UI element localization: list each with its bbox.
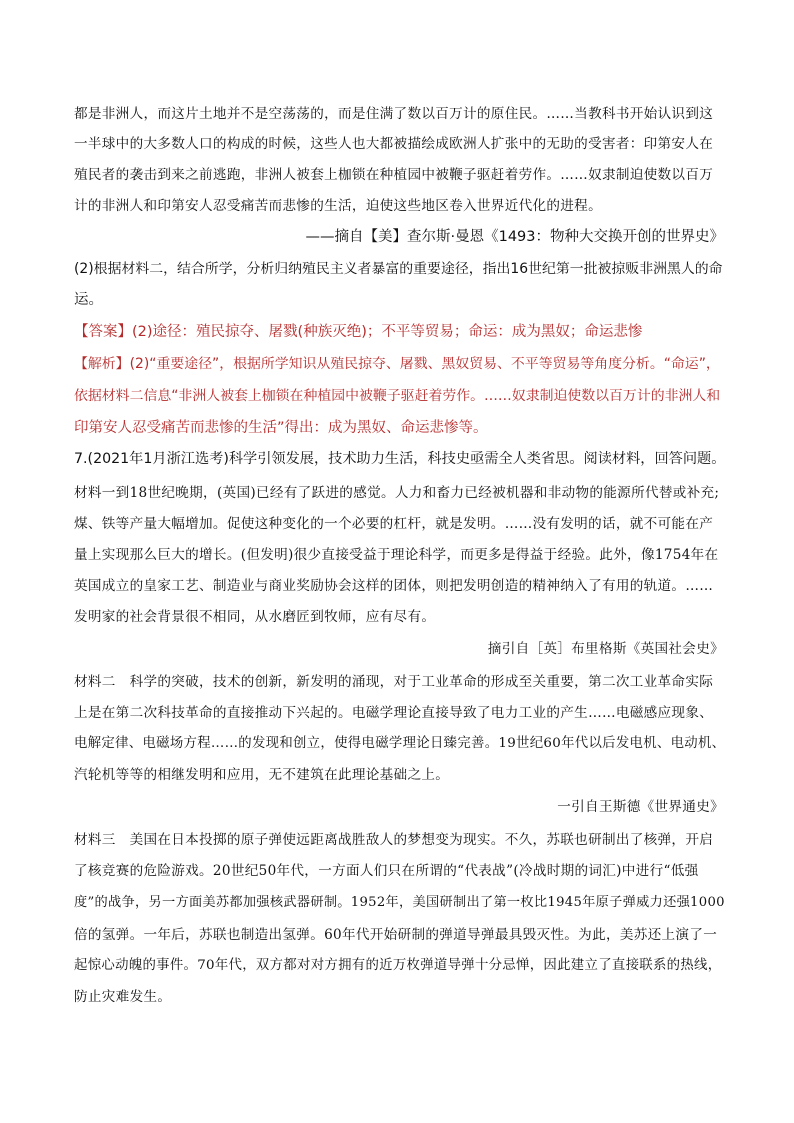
- material-1-line: 一半球中的大多数人口的构成的时候，这些人也大都被描绘成欧洲人扩张中的无助的受害者：印第安人在: [74, 136, 714, 152]
- question-2-line: 运。: [74, 292, 103, 308]
- material-b-line: 汽轮机等等的相继发明和应用，无不建筑在此理论基础之上。: [74, 767, 450, 783]
- answer-tag: 【答案】: [74, 324, 132, 340]
- answer-text: (2)途径：殖民掠夺、屠戮(种族灭绝)；不平等贸易；命运：成为黑奴；命运悲惨: [132, 324, 643, 340]
- material-c-line: 了核竞赛的危险游戏。20世纪50年代，一方面人们只在所谓的“代表战”(冷战时期的词汇)中进行“低强: [74, 863, 699, 879]
- material-b-line: 材料二 科学的突破，技术的创新，新发明的涌现，对于工业革命的形成至关重要，第二次工业革命实际: [74, 674, 714, 690]
- material-a-line: 发明家的社会背景很不相同，从水磨匠到牧师，应有尽有。: [74, 609, 436, 625]
- material-b-line: 电解定律、电磁场方程……的发现和创立，使得电磁学理论日臻完善。19世纪60年代以后发电机、电动机、: [74, 736, 726, 751]
- material-b-line: 上是在第二次科技革命的直接推动下兴起的。电磁学理论直接导致了电力工业的产生……电磁感应现象、: [74, 705, 714, 721]
- material-a-line: 材料一到18世纪晚期，(英国)已经有了跃进的感觉。人力和畜力已经被机器和非动物的能源所代替或补充;: [74, 485, 720, 501]
- analysis-line: 印第安人忍受痛苦而悲惨的生活”得出：成为黑奴、命运悲惨等。: [74, 420, 488, 436]
- analysis-line: 依据材料二信息“非洲人被套上枷锁在种植园中被鞭子驱赶着劳作。……奴隶制迫使数以百万计的非洲人和: [74, 388, 721, 404]
- material-c-line: 起惊心动魄的事件。70年代，双方都对对方拥有的近万枚弹道导弹十分忌惮，因此建立了直接联系的热线，: [74, 958, 722, 973]
- analysis-tag: 【解析】: [74, 356, 130, 372]
- material-1-line: 都是非洲人，而这片土地并不是空荡荡的，而是住满了数以百万计的原住民。……当教科书开始认识到这: [74, 106, 714, 122]
- source-citation: 一引自王斯德《世界通史》: [557, 799, 724, 815]
- source-citation: 摘引自［英］布里格斯《英国社会史》: [487, 641, 724, 657]
- material-a-line: 煤、铁等产量大幅增加。促使这种变化的一个必要的杠杆，就是发明。……没有发明的话，就不可能在产: [74, 516, 714, 532]
- question-7: 7.(2021年1月浙江选考)科学引领发展，技术助力生活，科技史亟需全人类省思。阅读材料，回答问题。: [74, 451, 726, 467]
- material-c-line: 材料三 美国在日本投掷的原子弹使远距离战胜敌人的梦想变为现实。不久，苏联也研制出了核弹，开启: [74, 832, 714, 848]
- material-1-line: 计的非洲人和印第安人忍受痛苦而悲惨的生活，迫使这些地区卷入世界近代化的进程。: [74, 198, 602, 214]
- material-c-line: 倍的氢弹。一年后，苏联也制造出氢弹。60年代开始研制的弹道导弹最具毁灭性。为此，美苏还上演了一: [74, 927, 718, 943]
- analysis-text: (2)“重要途径”，根据所学知识从殖民掠夺、屠戮、黑奴贸易、不平等贸易等角度分析。“命运”，: [129, 356, 720, 372]
- question-2-line: (2)根据材料二，结合所学，分析归纳殖民主义者暴富的重要途径，指出16世纪第一批被掠贩非洲黑人的命: [74, 261, 723, 277]
- material-1-line: 殖民者的袭击到来之前逃跑，非洲人被套上枷锁在种植园中被鞭子驱赶着劳作。……奴隶制迫使数以百万: [74, 167, 714, 183]
- answer-line: [74, 322, 724, 342]
- material-a-line: 英国成立的皇家工艺、制造业与商业奖励协会这样的团体，则把发明创造的精神纳入了有用的轨道。……: [74, 578, 714, 594]
- material-c-line: 防止灾难发生。: [74, 989, 172, 1005]
- source-citation: ——摘自【美】查尔斯·曼恩《1493：物种大交换开创的世界史》: [305, 229, 724, 245]
- analysis-line: [74, 354, 724, 374]
- material-a-line: 量上实现那么巨大的增长。(但发明)很少直接受益于理论科学，而更多是得益于经验。此外，像1754年在: [74, 547, 719, 563]
- material-c-line: 度”的战争，另一方面美苏都加强核武器研制。1952年，美国研制出了第一枚比1945年原子弹威力还强1000: [74, 895, 725, 910]
